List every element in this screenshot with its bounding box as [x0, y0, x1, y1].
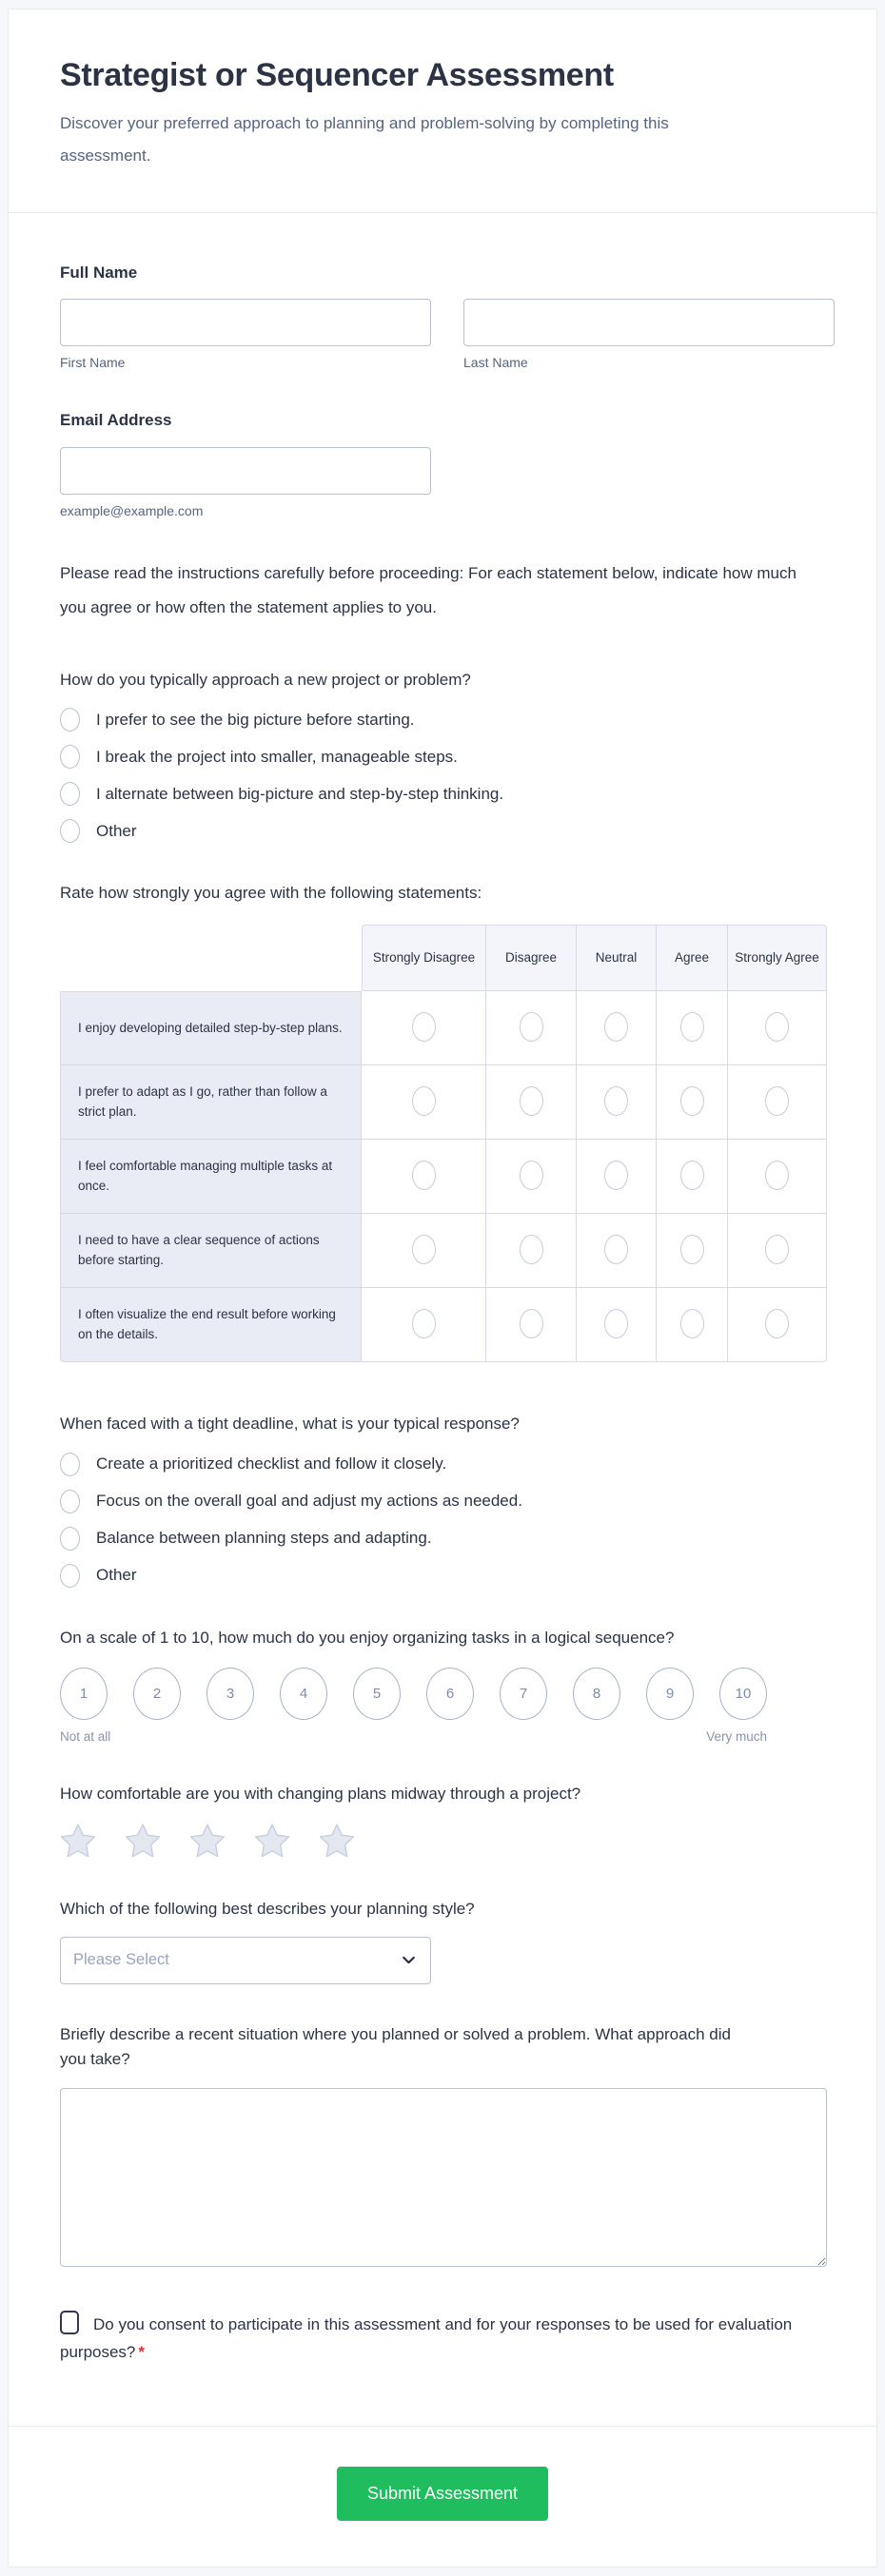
matrix-radio[interactable]	[412, 1309, 436, 1338]
matrix-radio[interactable]	[604, 1086, 628, 1116]
scale-right-label: Very much	[706, 1729, 767, 1745]
deadline-option-3[interactable]: Balance between planning steps and adapting.	[60, 1527, 825, 1551]
matrix-radio[interactable]	[604, 1161, 628, 1190]
fullname-inputs	[60, 299, 825, 370]
first-name-sublabel: First Name	[60, 355, 126, 371]
consent-row[interactable]	[60, 2315, 792, 2362]
consent-label-text: Do you consent to participate in this assessment and for your responses to be used for evaluation purposes?	[60, 2314, 793, 2362]
matrix-radio[interactable]	[765, 1309, 789, 1338]
star-rating	[60, 1823, 825, 1859]
matrix-col-header-neutral: Neutral	[577, 925, 657, 991]
matrix-radio[interactable]	[765, 1086, 789, 1116]
deadline-option-2[interactable]: Focus on the overall goal and adjust my actions as needed.	[60, 1490, 825, 1513]
select-placeholder: Please Select	[73, 1951, 169, 1969]
matrix-question-label: Rate how strongly you agree with the following statements:	[60, 884, 482, 903]
planning-style-select[interactable]	[60, 1937, 431, 1984]
approach-option-1[interactable]: I prefer to see the big picture before starting.	[60, 708, 825, 732]
email-field	[60, 408, 825, 517]
scale-options	[60, 1668, 825, 1720]
deadline-option-1[interactable]: Create a prioritized checklist and follow it closely.	[60, 1453, 825, 1476]
matrix-row-label: I enjoy developing detailed step-by-step plans.	[60, 991, 362, 1065]
star-icon[interactable]	[60, 1823, 96, 1859]
submit-button[interactable]: Submit Assessment	[337, 2467, 548, 2521]
radio-icon[interactable]	[60, 819, 80, 843]
matrix-radio[interactable]	[412, 1161, 436, 1190]
approach-option-3[interactable]: I alternate between big-picture and step-by-step thinking.	[60, 782, 825, 806]
matrix-radio[interactable]	[604, 1235, 628, 1264]
matrix-radio[interactable]	[520, 1235, 543, 1264]
scale-option-10[interactable]: 10	[719, 1668, 767, 1720]
checkbox-icon[interactable]	[60, 2311, 79, 2334]
matrix-radio[interactable]	[680, 1235, 704, 1264]
page-title: Strategist or Sequencer Assessment	[60, 57, 614, 93]
star-icon[interactable]	[125, 1823, 161, 1859]
fullname-field	[60, 261, 825, 370]
approach-question-label: How do you typically approach a new project or problem?	[60, 670, 471, 689]
radio-icon[interactable]	[60, 1490, 80, 1513]
radio-icon[interactable]	[60, 782, 80, 806]
required-asterisk: *	[138, 2343, 146, 2362]
matrix-table	[60, 925, 827, 1362]
last-name-input[interactable]	[463, 299, 835, 346]
submit-section	[9, 2427, 876, 2566]
matrix-row-label: I need to have a clear sequence of actions before starting.	[60, 1214, 362, 1288]
matrix-question	[60, 881, 825, 1362]
form-header	[9, 10, 876, 212]
scale-option-3[interactable]: 3	[206, 1668, 254, 1720]
stars-question-label: How comfortable are you with changing plans midway through a project?	[60, 1785, 581, 1804]
deadline-question	[60, 1412, 825, 1587]
matrix-radio[interactable]	[520, 1309, 543, 1338]
matrix-radio[interactable]	[680, 1161, 704, 1190]
chevron-down-icon	[401, 1952, 417, 1968]
matrix-row-4	[60, 1214, 827, 1288]
scale-end-labels	[60, 1729, 767, 1744]
scale-option-1[interactable]: 1	[60, 1668, 108, 1720]
instructions-text: Please read the instructions carefully before proceeding: For each statement below, indicate how much you agree or how often the statement applies to you.	[60, 563, 796, 617]
matrix-col-header-strongly-agree: Strongly Agree	[728, 925, 827, 991]
form-card	[8, 9, 877, 2567]
matrix-row-2	[60, 1065, 827, 1140]
planning-style-label: Which of the following best describes your planning style?	[60, 1899, 475, 1918]
matrix-col-header-disagree: Disagree	[486, 925, 577, 991]
scale-option-2[interactable]: 2	[133, 1668, 181, 1720]
approach-option-other[interactable]: Other	[60, 819, 825, 843]
planning-style-question	[60, 1897, 825, 1984]
matrix-row-label: I feel comfortable managing multiple tasks at once.	[60, 1140, 362, 1214]
star-icon[interactable]	[319, 1823, 355, 1859]
first-name-input[interactable]	[60, 299, 431, 346]
matrix-radio[interactable]	[520, 1086, 543, 1116]
matrix-radio[interactable]	[604, 1309, 628, 1338]
matrix-radio[interactable]	[412, 1012, 436, 1042]
describe-question	[60, 2022, 825, 2267]
scale-option-8[interactable]: 8	[573, 1668, 620, 1720]
matrix-col-header-agree: Agree	[657, 925, 728, 991]
matrix-radio[interactable]	[412, 1086, 436, 1116]
last-name-column	[463, 299, 835, 370]
radio-icon[interactable]	[60, 708, 80, 732]
matrix-row-1	[60, 991, 827, 1065]
first-name-column	[60, 299, 431, 370]
matrix-row-3	[60, 1140, 827, 1214]
approach-option-2[interactable]: I break the project into smaller, manageable steps.	[60, 745, 825, 769]
matrix-row-label: I prefer to adapt as I go, rather than follow a strict plan.	[60, 1065, 362, 1140]
form-body	[9, 213, 876, 2426]
scale-question-label: On a scale of 1 to 10, how much do you enjoy organizing tasks in a logical sequence?	[60, 1628, 675, 1647]
email-input[interactable]	[60, 447, 431, 495]
matrix-col-header-strongly-disagree: Strongly Disagree	[362, 925, 486, 991]
scale-option-7[interactable]: 7	[500, 1668, 547, 1720]
matrix-radio[interactable]	[765, 1161, 789, 1190]
email-label: Email Address	[60, 411, 172, 430]
radio-icon[interactable]	[60, 1564, 80, 1588]
deadline-question-label: When faced with a tight deadline, what is your typical response?	[60, 1415, 520, 1434]
radio-icon[interactable]	[60, 745, 80, 769]
approach-question	[60, 668, 825, 843]
consent-question	[60, 2311, 825, 2368]
matrix-corner-cell	[60, 925, 362, 991]
fullname-label: Full Name	[60, 263, 138, 282]
email-sublabel: example@example.com	[60, 502, 204, 518]
scale-option-4[interactable]: 4	[280, 1668, 327, 1720]
describe-question-label: Briefly describe a recent situation where you planned or solved a problem. What approach did you take?	[60, 2024, 731, 2069]
approach-options	[60, 708, 825, 843]
deadline-option-other[interactable]: Other	[60, 1564, 825, 1588]
scale-left-label: Not at all	[60, 1729, 111, 1745]
last-name-sublabel: Last Name	[463, 355, 528, 371]
matrix-row-label: I often visualize the end result before working on the details.	[60, 1288, 362, 1362]
form-subtitle: Discover your preferred approach to planning and problem-solving by completing this assessment.	[60, 114, 669, 165]
stars-question	[60, 1782, 825, 1858]
describe-textarea[interactable]	[60, 2088, 827, 2267]
matrix-row-5	[60, 1288, 827, 1362]
radio-icon[interactable]	[60, 1453, 80, 1476]
matrix-radio[interactable]	[765, 1235, 789, 1264]
scale-question	[60, 1626, 825, 1744]
star-icon[interactable]	[254, 1823, 290, 1859]
matrix-radio[interactable]	[520, 1012, 543, 1042]
matrix-radio[interactable]	[680, 1086, 704, 1116]
matrix-radio[interactable]	[680, 1012, 704, 1042]
deadline-options	[60, 1453, 825, 1588]
matrix-radio[interactable]	[680, 1309, 704, 1338]
scale-option-6[interactable]: 6	[426, 1668, 474, 1720]
star-icon[interactable]	[189, 1823, 226, 1859]
matrix-radio[interactable]	[412, 1235, 436, 1264]
radio-icon[interactable]	[60, 1527, 80, 1551]
matrix-radio[interactable]	[520, 1161, 543, 1190]
matrix-radio[interactable]	[765, 1012, 789, 1042]
scale-option-9[interactable]: 9	[646, 1668, 694, 1720]
matrix-radio[interactable]	[604, 1012, 628, 1042]
scale-option-5[interactable]: 5	[353, 1668, 401, 1720]
